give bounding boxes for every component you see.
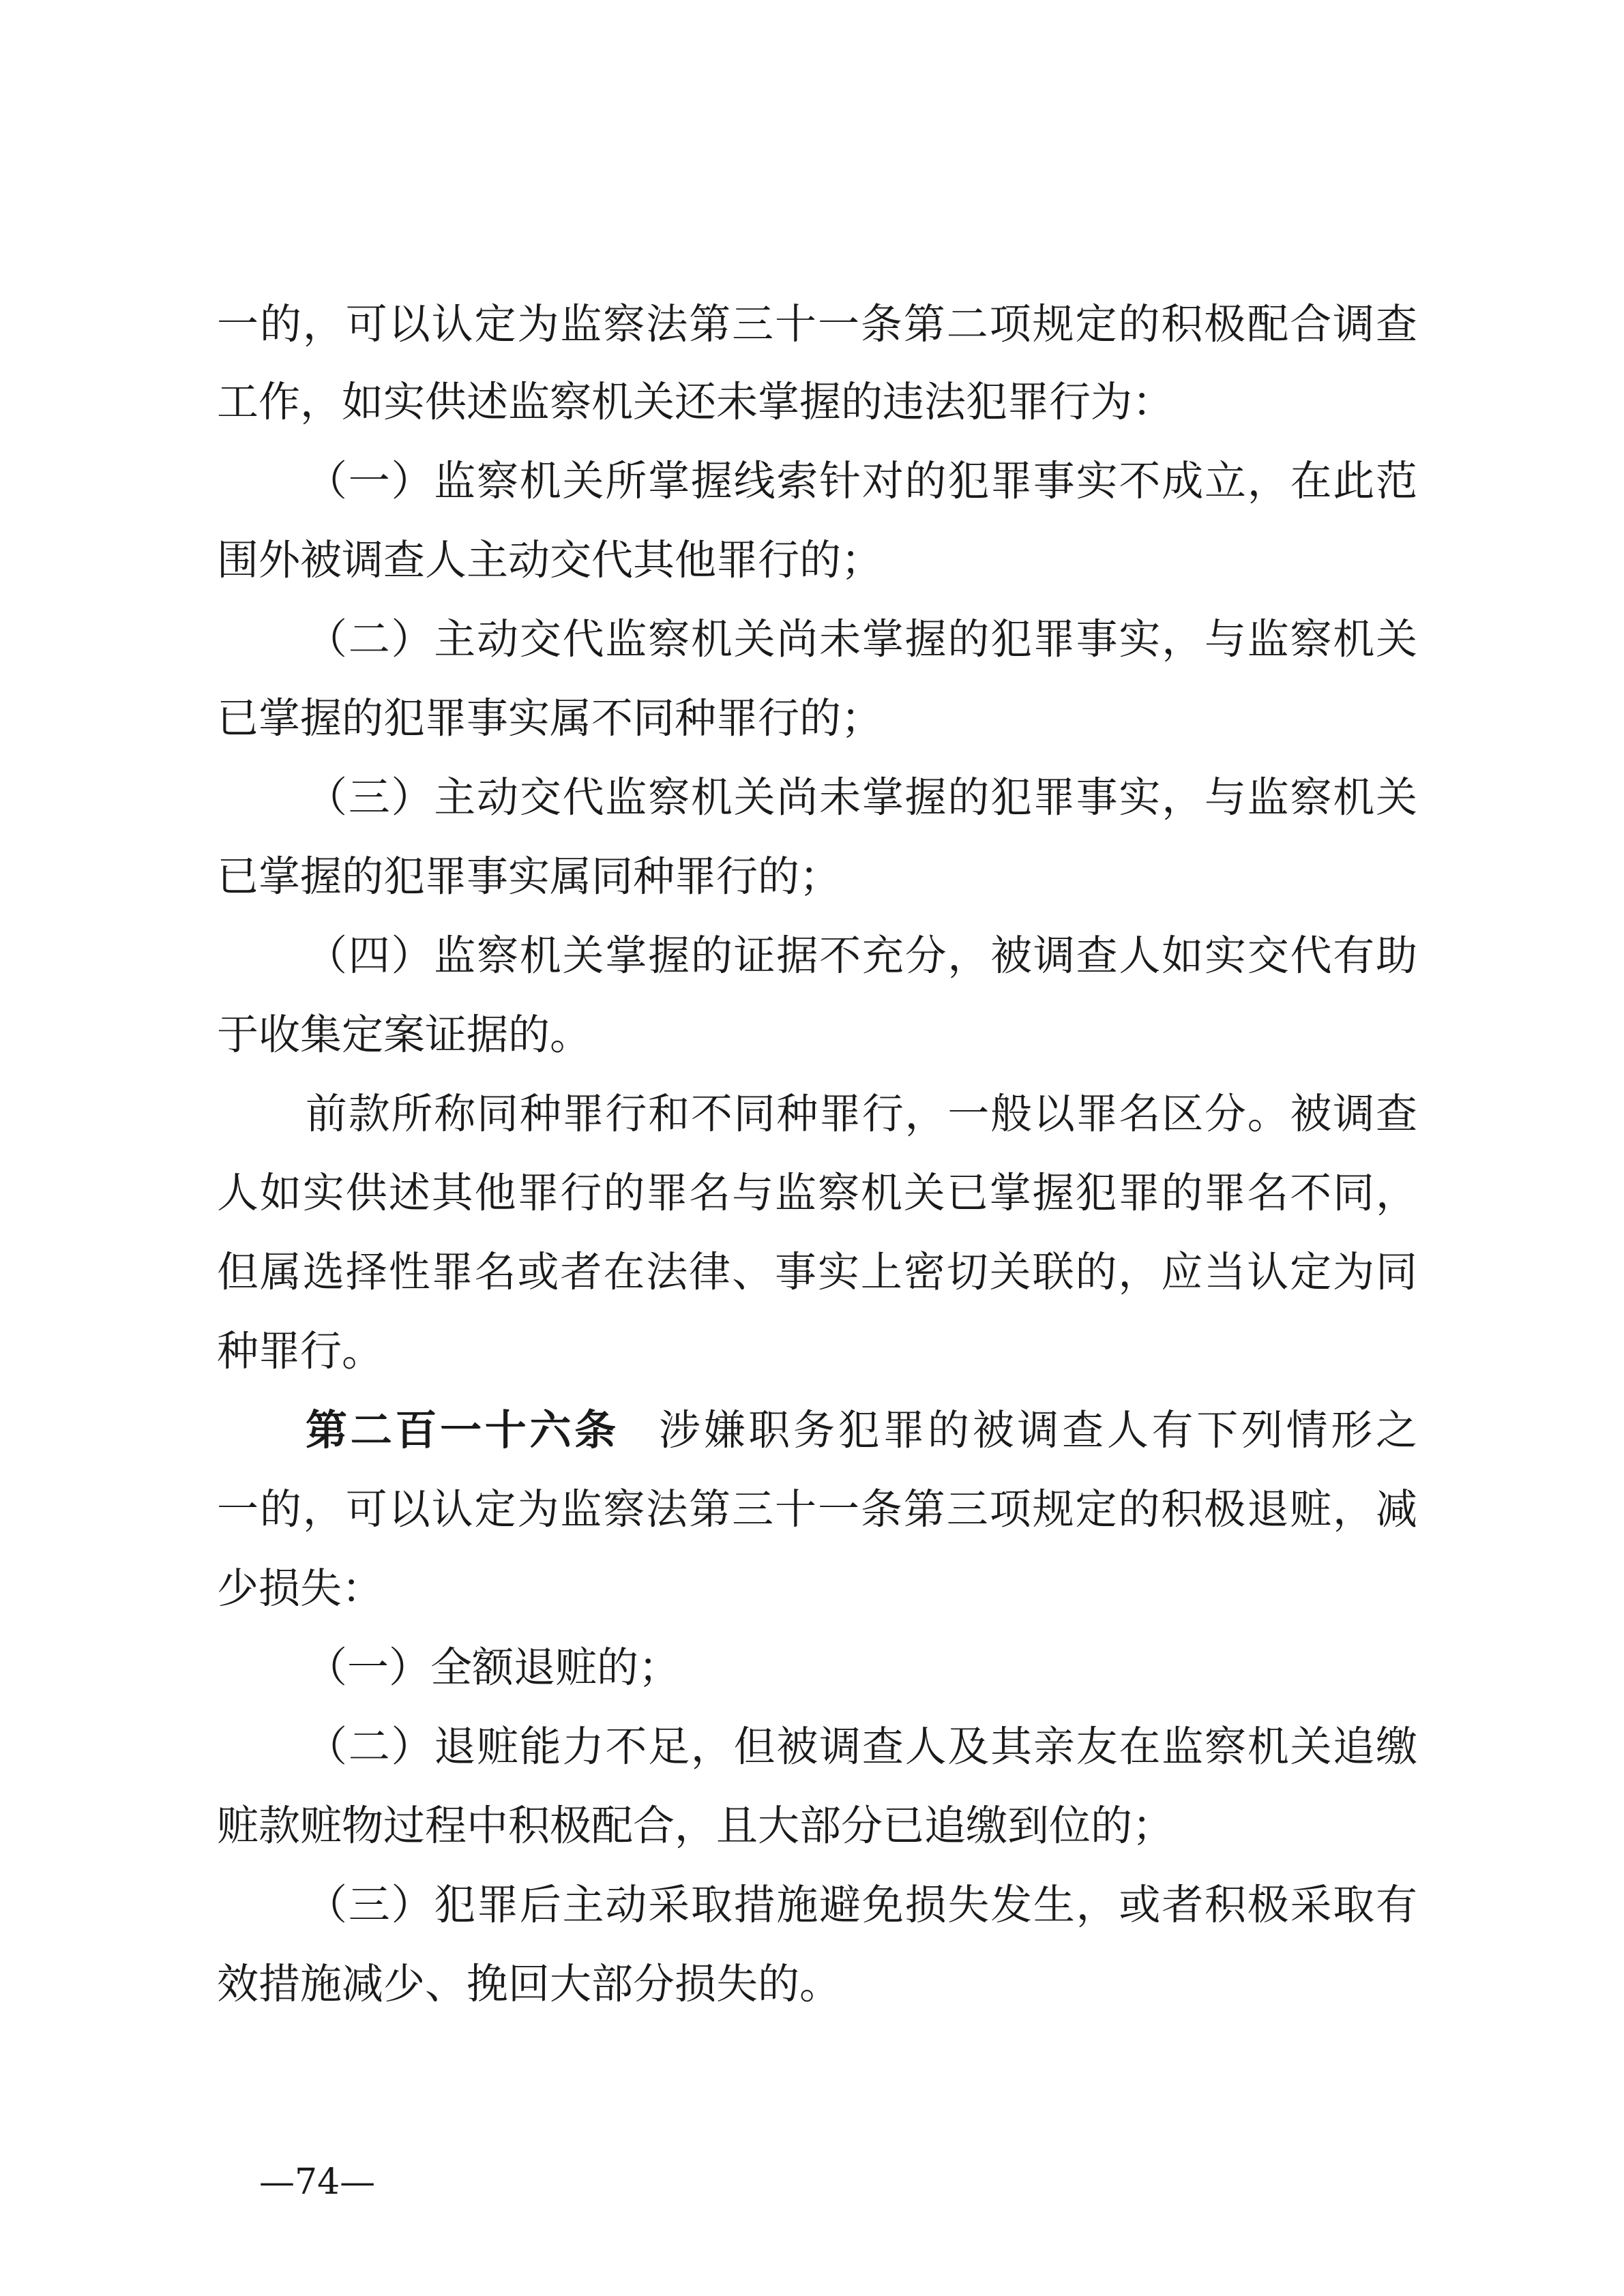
list-item-line: （三）主动交代监察机关尚未掌握的犯罪事实，与监察机关 [306,773,1417,822]
list-item-line: （二）退赃能力不足，但被调查人及其亲友在监察机关追缴 [306,1723,1417,1771]
article-text: 涉嫌职务犯罪的被调查人有下列情形之 [658,1406,1417,1455]
text-line: 少损失： [217,1564,384,1613]
list-item-line: （二）主动交代监察机关尚未掌握的犯罪事实，与监察机关 [306,615,1417,664]
text-line: 已掌握的犯罪事实属同种罪行的； [217,852,842,901]
text-line: 赃款赃物过程中积极配合，且大部分已追缴到位的； [217,1802,1175,1850]
article-heading: 第二百一十六条 [306,1406,619,1455]
list-item-line: （三）犯罪后主动采取措施避免损失发生，或者积极采取有 [306,1881,1417,1929]
text-line: 围外被调查人主动交代其他罪行的； [217,536,883,584]
list-item-line: （四）监察机关掌握的证据不充分，被调查人如实交代有助 [306,931,1417,980]
paragraph-line: 前款所称同种罪行和不同种罪行，一般以罪名区分。被调查 [306,1090,1417,1138]
list-item-line: （一）监察机关所掌握线索针对的犯罪事实不成立，在此范 [306,457,1417,505]
text-line: 工作，如实供述监察机关还未掌握的违法犯罪行为： [217,378,1175,426]
page-number: —74— [259,2162,376,2203]
text-line: 已掌握的犯罪事实属不同种罪行的； [217,694,883,743]
list-item-line: （一）全额退赃的； [306,1643,681,1692]
article-first-line [306,1403,1417,1458]
text-line: 于收集定案证据的。 [217,1011,592,1059]
text-line: 效措施减少、挽回大部分损失的。 [217,1960,842,2008]
text-line: 人如实供述其他罪行的罪名与监察机关已掌握犯罪的罪名不同， [217,1169,1417,1217]
text-line: 但属选择性罪名或者在法律、事实上密切关联的，应当认定为同 [217,1248,1417,1296]
text-line: 种罪行。 [217,1327,384,1375]
text-line: 一的，可以认定为监察法第三十一条第三项规定的积极退赃，减 [217,1485,1417,1534]
text-line: 一的，可以认定为监察法第三十一条第二项规定的积极配合调查 [217,300,1417,348]
